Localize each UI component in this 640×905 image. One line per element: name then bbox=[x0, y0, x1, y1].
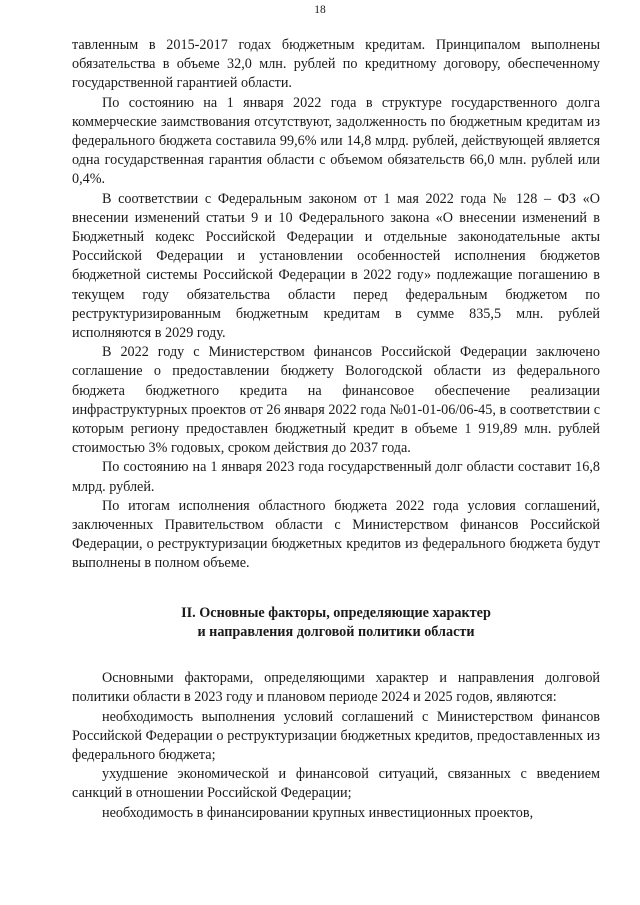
paragraph-factor-investment: необходимость в финансировании крупных инвестиционных проектов, bbox=[102, 804, 534, 821]
paragraph-agreement: В 2022 году с Министерством финансов Российской Федерации заключено соглашение о предоставлении бюджету Вологодской области из федерального бюджета бюджетного кредита на финансовое обеспечение реализации инфраструктурных проектов от 26 января 2022 года №01-01-06/06-45, в соответствии с которым региону предоставлен бюджетный кредит в объеме 1 919,89 млн. рублей стоимостью 3% годовых, сроком действия до 2037 года. bbox=[72, 344, 600, 457]
section-title-line-1: II. Основные факторы, определяющие характер bbox=[181, 604, 491, 621]
document-body bbox=[72, 36, 600, 823]
section-title-line-2: и направления долговой политики области bbox=[197, 623, 475, 640]
paragraph-federal-law: В соответствии с Федеральным законом от 1 мая 2022 года № 128 – ФЗ «О внесении изменений статьи 9 и 10 Федерального закона «О внесении изменений в Бюджетный кодекс Российской Федерации и отдельные законодательные акты Российской Федерации и установлении особенностей исполнения бюджетов бюджетной системы Российской Федерации в 2022 году» подлежащие погашению в текущем году обязательства области перед федеральным бюджетом по реструктуризированным бюджетным кредитам в сумме 835,5 млн. рублей исполняются в 2029 году. bbox=[72, 190, 600, 342]
paragraph-factors-intro: Основными факторами, определяющими характер и направления долговой политики области в 2023 году и плановом периоде 2024 и 2025 годов, являются: bbox=[72, 670, 600, 706]
section-title bbox=[72, 604, 600, 642]
paragraph-debt-2023: По состоянию на 1 января 2023 года государственный долг области составит 16,8 млрд. рублей. bbox=[72, 459, 600, 495]
paragraph-factor-sanctions: ухудшение экономической и финансовой ситуаций, связанных с введением санкций в отношении Российской Федерации; bbox=[72, 766, 600, 802]
paragraph-factor-agreements: необходимость выполнения условий соглашений с Министерством финансов Российской Федерации о реструктуризации бюджетных кредитов, предоставленных из федерального бюджета; bbox=[72, 708, 600, 763]
paragraph-budget-results: По итогам исполнения областного бюджета 2022 года условия соглашений, заключенных Правительством области с Министерством финансов Российской Федерации, о реструктуризации бюджетных кредитов из федерального бюджета будут выполнены в полном объеме. bbox=[72, 497, 600, 572]
paragraph-debt-structure: По состоянию на 1 января 2022 года в структуре государственного долга коммерческие заимствования отсутствуют, задолженность по бюджетным кредитам из федерального бюджета составила 99,6% или 14,8 млрд. рублей, действующей является одна государственная гарантия области с объемом обязательств 66,0 млн. рублей или 0,4%. bbox=[72, 94, 600, 188]
paragraph-continuation: тавленным в 2015-2017 годах бюджетным кредитам. Принципалом выполнены обязательства в объеме 32,0 млн. рублей по кредитному договору, обеспеченному государственной гарантией области. bbox=[72, 37, 600, 92]
page-number: 18 bbox=[314, 4, 326, 16]
